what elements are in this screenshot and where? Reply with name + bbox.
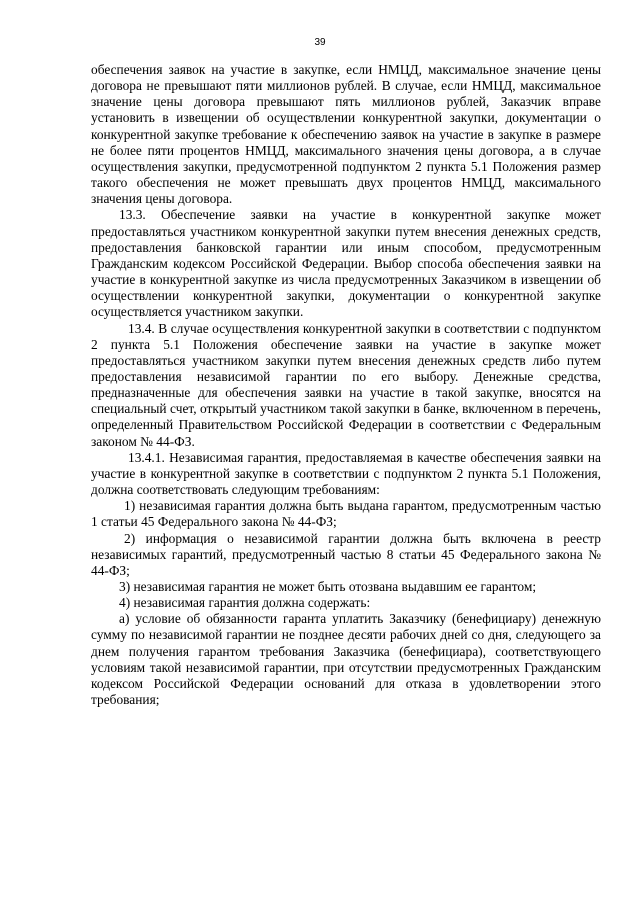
list-item-2: 2) информация о независимой гарантии должна быть включена в реестр независимых гарантий, предусмотренный частью 8 статьи 45 Федерального закона № 44-ФЗ;	[91, 530, 601, 578]
list-item-4: 4) независимая гарантия должна содержать:	[119, 595, 371, 611]
page-number: 39	[314, 37, 326, 48]
paragraph-13-3: 13.3. Обеспечение заявки на участие в конкурентной закупке может предоставляться участником конкурентной закупки путем внесения денежных средств, предоставления банковской гарантии или иным способом, предусмотренным Гражданским кодексом Российской Федерации. Выбор способа обеспечения заявки на участие в конкурентной закупке из числа предусмотренных Заказчиком в извещении об осуществлении конкурентной закупки, документации о конкурентной закупке осуществляется участником закупки.	[91, 207, 601, 320]
paragraph-13-4: 13.4. В случае осуществления конкурентной закупки в соответствии с подпунктом 2 пункта 5.1 Положения обеспечение заявки на участие в закупке может предоставляться участником закупки путем внесения денежных средств либо путем предоставления независимой гарантии по его выбору. Денежные средства, предназначенные для обеспечения заявки на участие в такой закупке, вносятся на специальный счет, открытый участником такой закупки в банке, включенном в перечень, определенный Правительством Российской Федерации в соответствии с Федеральным законом № 44-ФЗ.	[91, 320, 601, 449]
paragraph-13-4-1: 13.4.1. Независимая гарантия, предоставляемая в качестве обеспечения заявки на участие в конкурентной закупке в соответствии с подпунктом 2 пункта 5.1 Положения, должна соответствовать следующим требованиям:	[91, 449, 601, 498]
paragraph-13-2-continuation: обеспечения заявок на участие в закупке, если НМЦД, максимальное значение цены договора не превышают пяти миллионов рублей. В случае, если НМЦД, максимальное значение цены договора превышают пять миллионов рублей, Заказчик вправе установить в извещении об осуществлении конкурентной закупки, документации о конкурентной закупке требование к обеспечению заявок на участие в закупке в размере не более пяти процентов НМЦД, максимального значения цены договора, а в случае осуществления закупки, предусмотренной подпунктом 2 пункта 5.1 Положения размер такого обеспечения не может превышать двух процентов НМЦД, максимального значения цены договора.	[91, 62, 601, 207]
list-item-1: 1) независимая гарантия должна быть выдана гарантом, предусмотренным частью 1 статьи 45 Федерального закона № 44-ФЗ;	[91, 498, 601, 530]
list-item-4a: а) условие об обязанности гаранта уплатить Заказчику (бенефициару) денежную сумму по независимой гарантии не позднее десяти рабочих дней со дня, следующего за днем получения гарантом требования Заказчика (бенефициара), соответствующего условиям такой независимой гарантии, при отсутствии предусмотренных Гражданским кодексом Российской Федерации оснований для отказа в удовлетворении этого требования;	[91, 611, 601, 708]
document-body	[91, 62, 601, 708]
list-item-3: 3) независимая гарантия не может быть отозвана выдавшим ее гарантом;	[119, 579, 537, 594]
